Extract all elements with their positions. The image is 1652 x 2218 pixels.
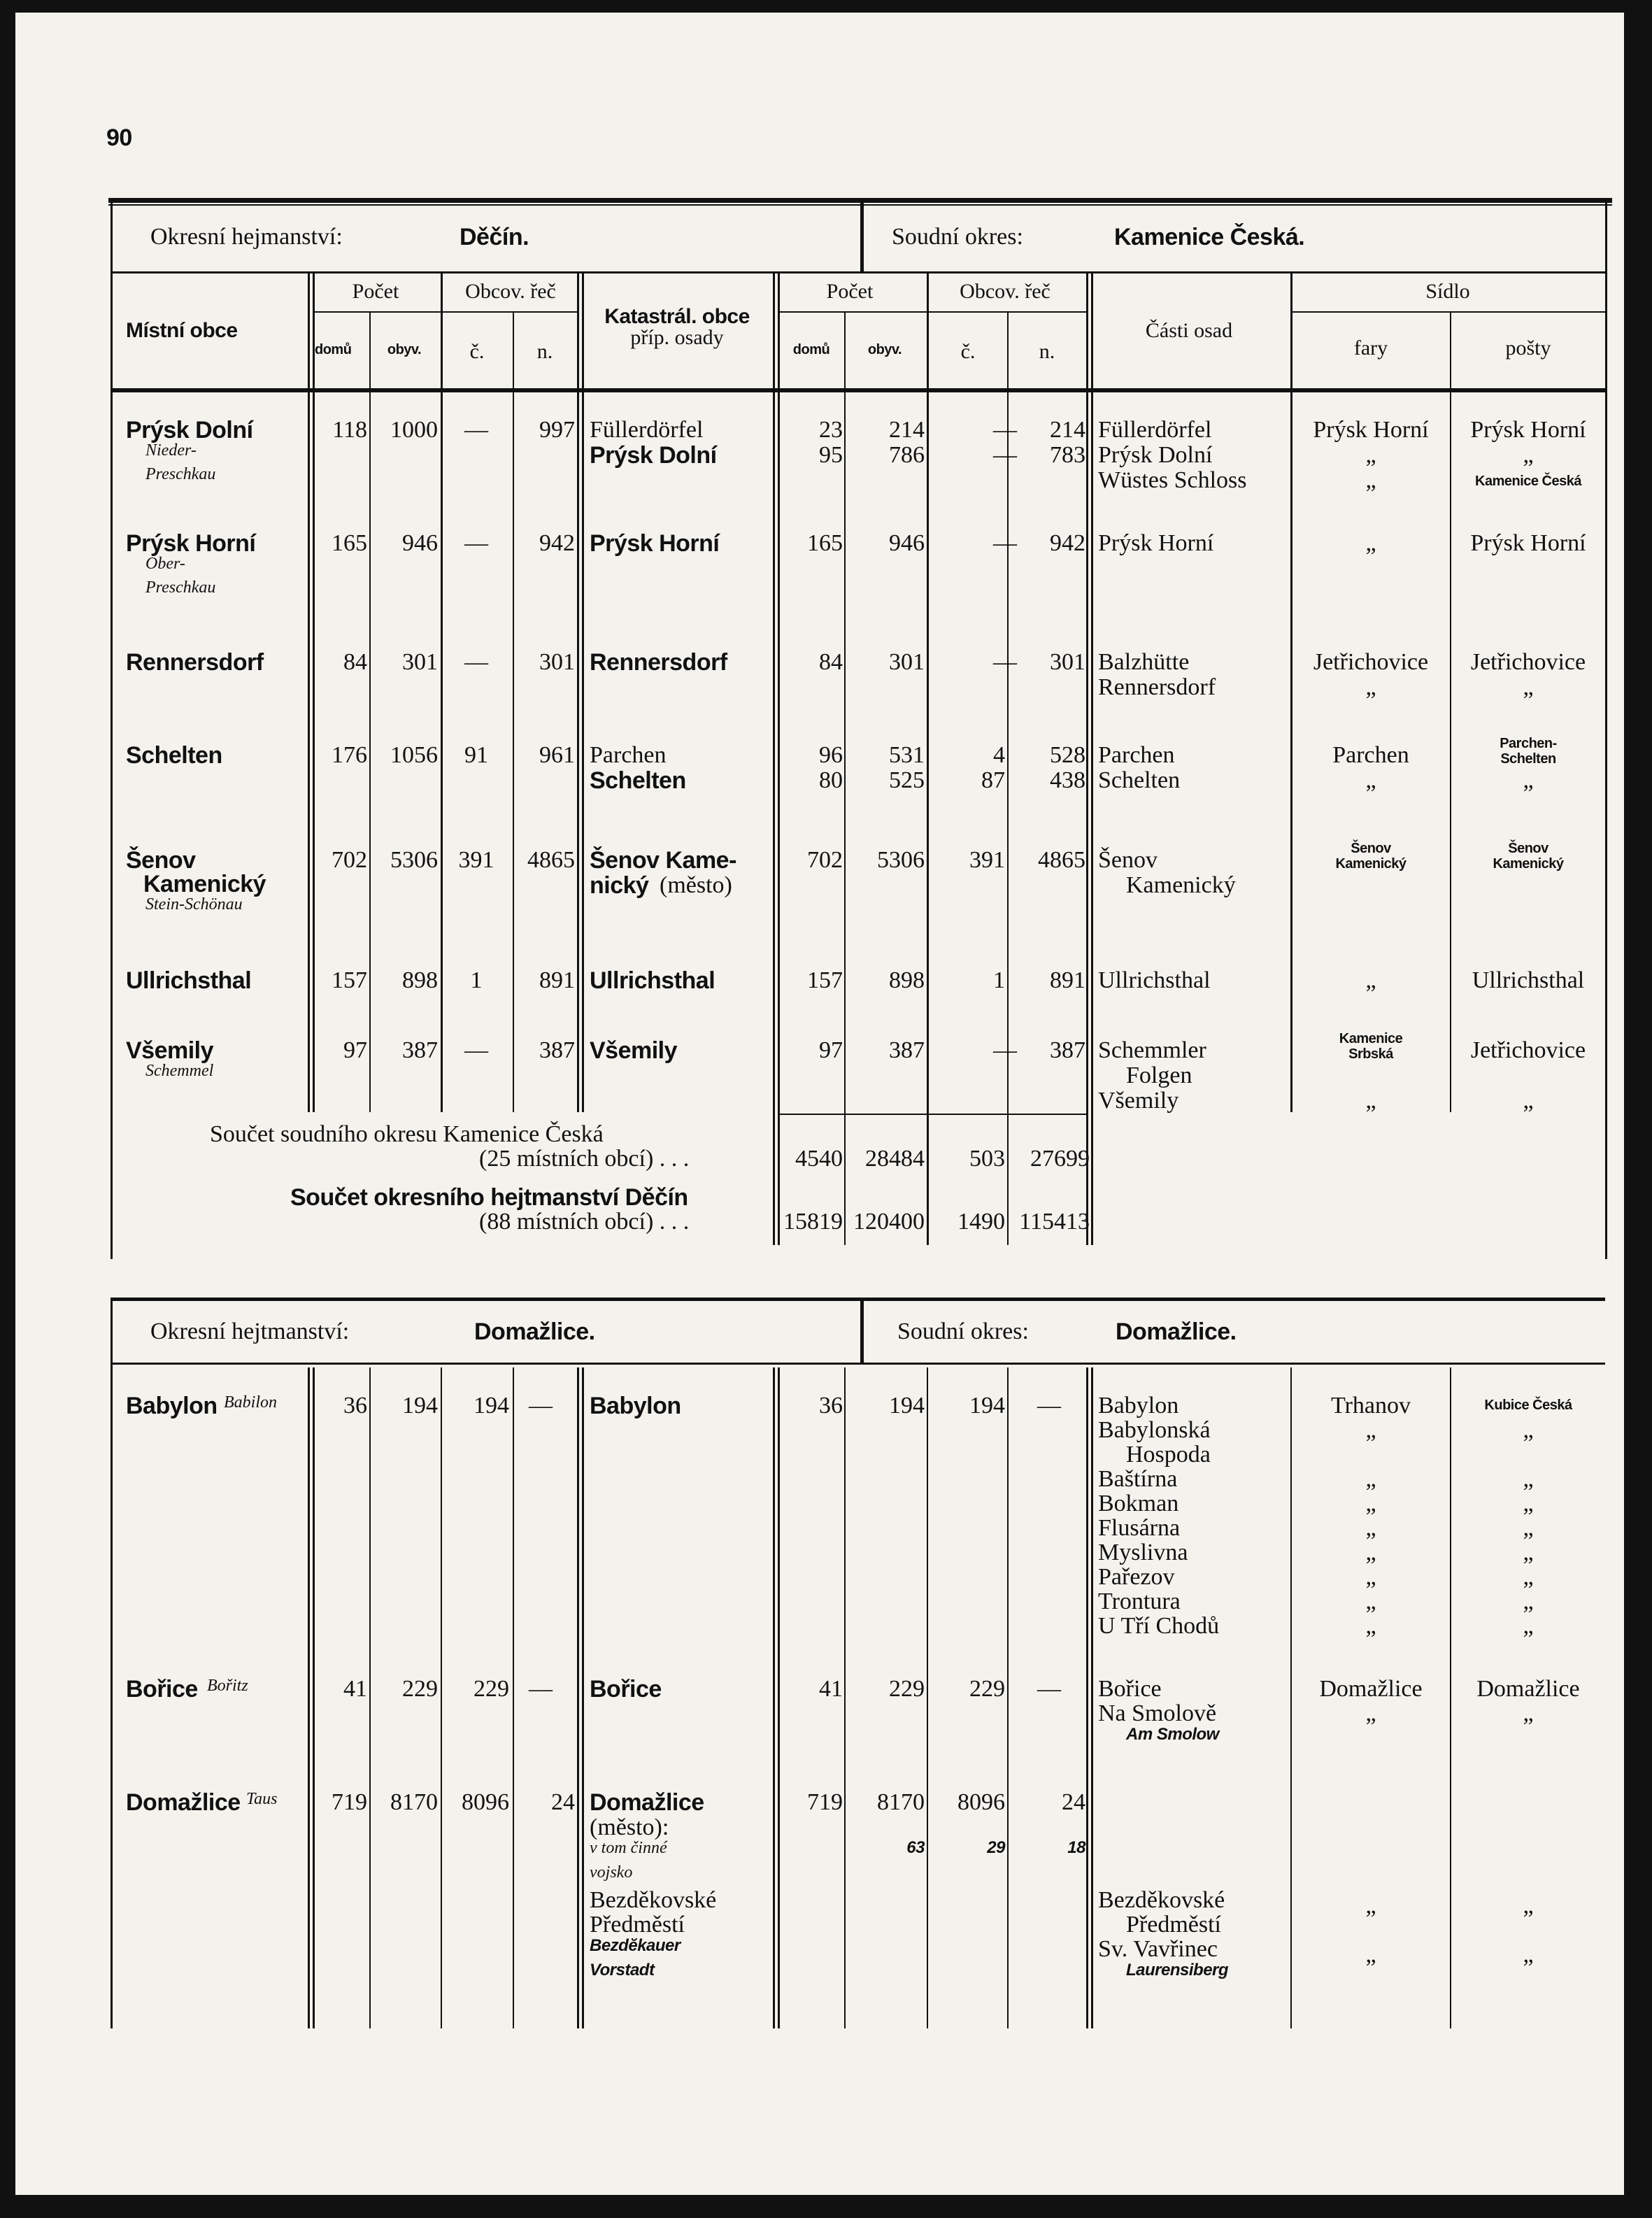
municipality-name: Babylon [126,1393,218,1419]
parish-seat: „ [1365,1515,1376,1541]
post-office: „ [1523,1491,1534,1516]
municipality-name: Prýsk Dolní [126,417,253,443]
rule-vertical [844,1367,846,2028]
cadastral-houses: 97 [819,1037,843,1063]
sum-czech: 503 [969,1146,1005,1172]
parish-seat: Srbská [1348,1046,1393,1062]
header-pocet: Počet [352,280,399,303]
sum-czech: 1490 [957,1209,1005,1235]
cadastral-houses: 41 [819,1676,843,1702]
population-count: 5306 [390,847,438,873]
rule-vertical [577,1367,579,2028]
settlement-part: Sv. Vavřinec [1098,1936,1218,1962]
cadastral-name: Füllerdörfel [590,417,704,443]
cadastral-houses: 157 [807,967,843,993]
page-sheet [15,13,1624,2195]
municipality-name: Ullrichsthal [126,967,252,994]
post-office: „ [1523,1466,1534,1492]
military-note: vojsko [590,1863,633,1882]
rule-horizontal [313,311,577,313]
rule-vertical [927,1367,928,2028]
houses-count: 84 [343,649,367,675]
post-office: Kubice Česká [1484,1398,1572,1413]
post-office: „ [1523,1564,1534,1590]
cadastral-houses: 702 [807,847,843,873]
municipality-german-name: Stein-Schönau [145,895,243,913]
czech-speakers: — [464,417,488,443]
post-office: Jetřichovice [1470,649,1586,675]
cadastral-name: Všemily [590,1037,678,1064]
district-value-2: Domažlice. [474,1318,595,1345]
cadastral-name: Babylon [590,1393,681,1419]
municipality-name: Prýsk Horní [126,530,256,557]
cadastral-name: Schelten [590,767,686,794]
header-pocet-2: Počet [826,280,874,303]
cadastral-german: 214 [1050,417,1085,443]
settlement-part: Schelten [1098,767,1181,793]
cadastral-houses: 96 [819,742,843,768]
cadastral-german: 891 [1050,967,1085,993]
czech-speakers: 229 [473,1676,509,1702]
parish-seat: „ [1365,1466,1376,1492]
cadastral-houses: 165 [807,530,843,556]
cadastral-name: Šenov Kame- [590,847,736,874]
settlement-part: Babylon [1098,1393,1179,1419]
german-speakers: 387 [539,1037,575,1063]
settlement-part: Bezděkovské [1098,1887,1225,1913]
cadastral-name: Domažlice [590,1789,704,1816]
rule-vertical [1091,1367,1093,2028]
population-count: 1000 [390,417,438,443]
header-c: č. [469,340,485,363]
settlement-part: Balzhütte [1098,649,1190,675]
post-office: „ [1523,1417,1534,1443]
houses-count: 118 [332,417,367,443]
cadastral-name: Ullrichsthal [590,967,715,994]
parish-seat: „ [1365,1893,1376,1919]
cadastral-german: 942 [1050,530,1085,556]
houses-count: 702 [332,847,367,873]
czech-speakers: 194 [473,1393,509,1419]
settlement-part: Bokman [1098,1491,1179,1516]
cadastral-german: 387 [1050,1037,1085,1063]
municipality-name: Rennersdorf [126,649,264,676]
header-katastr: Katastrál. obce [604,305,750,328]
cadastral-houses: 23 [819,417,843,443]
cadastral-german: 438 [1050,767,1085,793]
parish-seat: „ [1365,767,1376,793]
houses-count: 157 [332,967,367,993]
settlement-part: Hospoda [1126,1442,1211,1467]
population-count: 1056 [390,742,438,768]
cadastral-name: Bořice [590,1676,662,1702]
settlement-part: Ullrichsthal [1098,967,1211,993]
post-office: Ullrichsthal [1472,967,1585,993]
cadastral-houses: 80 [819,767,843,793]
municipality-german-name: Bořitz [207,1677,248,1695]
cadastral-houses: 84 [819,649,843,675]
settlement-part: Schemmler [1098,1037,1206,1063]
settlement-part: Na Smolově [1098,1700,1217,1726]
header-domu-2: domů [792,342,830,357]
cadastral-name: Rennersdorf [590,649,727,676]
houses-count: 97 [343,1037,367,1063]
cadastral-german: 783 [1050,442,1085,468]
rule-vertical [111,203,113,1259]
header-mistni-obce: Místní obce [126,319,238,342]
cadastral-german: 4865 [1038,847,1085,873]
cadastral-czech: 229 [969,1676,1005,1702]
post-office: „ [1523,1088,1534,1114]
header-obcov-rec: Obcov. řeč [465,280,556,303]
rule-vertical [1290,1367,1292,2028]
population-count: 387 [402,1037,438,1063]
military-czech: 29 [987,1838,1005,1857]
cadastral-population: 898 [889,967,925,993]
german-speakers: 24 [551,1789,575,1815]
post-office: Prýsk Horní [1470,417,1586,443]
settlement-part: Am Smolow [1126,1725,1219,1744]
municipality-german-name: Ober- [145,555,185,573]
settlement-part: Trontura [1098,1588,1181,1614]
municipality-german-name: Babilon [224,1393,277,1412]
german-speakers: 301 [539,649,575,675]
post-office: „ [1523,1893,1534,1919]
post-office: Kamenický [1493,856,1564,872]
rule-vertical [927,271,929,1245]
czech-speakers: 391 [458,847,494,873]
court-district-label: Soudní okres: [892,224,1023,250]
parish-seat: Jetřichovice [1313,649,1429,675]
post-office: „ [1523,1942,1534,1968]
rule-vertical [860,1298,864,1363]
parish-seat: „ [1365,1564,1376,1590]
settlement-part: Rennersdorf [1098,674,1216,700]
header-obyv-2: obyv. [867,342,902,357]
czech-speakers: — [464,649,488,675]
czech-speakers: — [464,1037,488,1063]
rule-vertical [369,1367,371,2028]
settlement-part: Flusárna [1098,1515,1181,1541]
post-office: Šenov [1508,841,1548,856]
header-fary: fary [1353,336,1388,360]
rule-vertical [1091,271,1093,1245]
rule-horizontal [778,1114,1086,1115]
settlement-part: U Tří Chodů [1098,1613,1220,1639]
header-obyv: obyv. [387,342,422,357]
municipality-german-name: Schemmel [145,1062,214,1080]
sum-population: 120400 [853,1209,925,1235]
post-office: Parchen- [1500,736,1557,751]
cadastral-houses: 719 [807,1789,843,1815]
rule-vertical [582,271,584,1112]
district-value: Děčín. [460,224,529,250]
cadastral-name: Parchen [590,742,667,768]
post-office: Jetřichovice [1470,1037,1586,1063]
cadastral-german: 301 [1050,649,1085,675]
settlement-part: Füllerdörfel [1098,417,1212,443]
cadastral-name: Prýsk Dolní [590,442,717,469]
post-office: Domažlice [1476,1676,1580,1702]
cadastral-name: (město) [660,872,732,898]
cadastral-population: 8170 [877,1789,925,1815]
rule-vertical [1290,271,1293,1112]
rule-horizontal [111,1363,1605,1365]
cadastral-houses: 95 [819,442,843,468]
header-sidlo: Sídlo [1425,280,1470,303]
parish-seat: Šenov [1351,841,1391,856]
municipality-german-name: Preschkau [145,465,216,483]
settlement-part-german: Laurensiberg [1126,1961,1229,1979]
rule-vertical [1086,1367,1088,2028]
cadastral-czech: — [993,417,1017,443]
cadastral-population: 525 [889,767,925,793]
rule-vertical [844,311,846,1245]
header-c-2: č. [960,340,976,363]
rule-vertical [773,1367,775,2028]
cadastral-czech: — [993,442,1017,468]
military-german: 18 [1067,1838,1085,1857]
sum-district-count: (88 místních obcí) . . . [479,1209,690,1235]
settlement-part: Všemily [1098,1088,1179,1114]
rule-vertical [513,1367,514,2028]
cadastral-population: 387 [889,1037,925,1063]
cadastral-population: 5306 [877,847,925,873]
post-office: „ [1523,1540,1534,1565]
cadastral-name: Prýsk Horní [590,530,720,557]
german-speakers: 942 [539,530,575,556]
rule-vertical [1605,203,1607,1259]
czech-speakers: 1 [470,967,483,993]
rule-vertical [1086,271,1088,1245]
cadastral-czech: — [993,649,1017,675]
cadastral-houses: 36 [819,1393,843,1419]
german-speakers: — [529,1393,553,1419]
parish-seat: „ [1365,967,1376,993]
settlement-part: Prýsk Horní [1098,530,1214,556]
settlement-part: Kamenický [1126,872,1236,898]
cadastral-german: — [1037,1676,1061,1702]
houses-count: 176 [332,742,367,768]
cadastral-czech: — [993,1037,1017,1063]
parish-seat: „ [1365,1540,1376,1565]
rule-horizontal [111,1298,1605,1301]
cadastral-population: 214 [889,417,925,443]
parish-seat: „ [1365,674,1376,700]
rule-vertical [778,1367,780,2028]
german-speakers: 891 [539,967,575,993]
header-posty: pošty [1505,336,1551,360]
german-speakers: — [529,1676,553,1702]
population-count: 8170 [390,1789,438,1815]
court-district-value-2: Domažlice. [1116,1318,1237,1345]
rule-horizontal [111,388,1605,392]
cadastral-suburb: Předměstí [590,1912,685,1938]
header-katastr-2: příp. osady [630,326,724,349]
houses-count: 719 [332,1789,367,1815]
cadastral-czech: 4 [993,742,1005,768]
german-speakers: 997 [539,417,575,443]
settlement-part: Folgen [1126,1062,1192,1088]
settlement-part: Pařezov [1098,1564,1175,1590]
rule-vertical [860,203,864,271]
population-count: 194 [402,1393,438,1419]
header-n: n. [536,340,553,363]
parish-seat: „ [1365,1088,1376,1114]
header-domu: domů [315,342,352,357]
population-count: 301 [402,649,438,675]
rule-vertical [308,1367,310,2028]
municipality-german-name: Nieder- [145,441,197,460]
czech-speakers: 91 [464,742,488,768]
cadastral-suburb-german: Bezdĕkauer [590,1936,681,1955]
court-district-label-2: Soudní okres: [897,1318,1029,1344]
parish-seat: Prýsk Horní [1313,417,1429,443]
parish-seat: „ [1365,1700,1376,1726]
houses-count: 36 [343,1393,367,1419]
population-count: 898 [402,967,438,993]
military-note: v tom činné [590,1839,667,1857]
municipality-name: Šenov [126,847,196,874]
post-office: „ [1523,442,1534,468]
cadastral-name: nický [590,872,649,899]
settlement-part: Prýsk Dolní [1098,442,1213,468]
parish-seat: Kamenice [1339,1031,1403,1046]
settlement-part: Parchen [1098,742,1175,768]
post-office: „ [1523,1613,1534,1639]
rule-horizontal [108,198,1612,203]
post-office: „ [1523,767,1534,793]
houses-count: 41 [343,1676,367,1702]
settlement-part: Myslivna [1098,1540,1188,1565]
rule-vertical [308,271,310,1112]
sum-population: 28484 [865,1146,925,1172]
rule-vertical [778,271,780,1245]
german-speakers: 961 [539,742,575,768]
parish-seat: Trhanov [1331,1393,1411,1419]
post-office: „ [1523,1588,1534,1614]
rule-horizontal [778,311,1086,313]
cadastral-czech: 194 [969,1393,1005,1419]
cadastral-population: 946 [889,530,925,556]
population-count: 946 [402,530,438,556]
rule-horizontal [1290,311,1605,313]
municipality-name: Domažlice [126,1789,241,1816]
cadastral-suburb: Bezděkovské [590,1887,717,1913]
parish-seat: „ [1365,1491,1376,1516]
cadastral-german: — [1037,1393,1061,1419]
cadastral-population: 531 [889,742,925,768]
post-office: Prýsk Horní [1470,530,1586,556]
municipality-german-name: Preschkau [145,578,216,597]
parish-seat: „ [1365,467,1376,493]
cadastral-czech: 1 [993,967,1005,993]
sum-court-district-label: Součet soudního okresu Kamenice Česká [210,1121,604,1147]
german-speakers: 4865 [527,847,575,873]
cadastral-population: 301 [889,649,925,675]
sum-german: 115413 [1019,1209,1090,1235]
municipality-name: Bořice [126,1676,198,1702]
rule-vertical [577,271,579,1112]
sum-houses: 15819 [783,1209,843,1235]
rule-vertical [441,1367,442,2028]
settlement-part: Baštírna [1098,1466,1178,1492]
cadastral-population: 194 [889,1393,925,1419]
parish-seat: „ [1365,442,1376,468]
rule-vertical [369,311,371,1112]
sum-court-district-count: (25 místních obcí) . . . [479,1146,690,1172]
post-office: Kamenice Česká [1475,474,1581,489]
parish-seat: „ [1365,1417,1376,1443]
sum-german: 27699 [1030,1146,1090,1172]
cadastral-german: 528 [1050,742,1085,768]
post-office: „ [1523,1700,1534,1726]
cadastral-population: 229 [889,1676,925,1702]
rule-vertical [111,1298,113,2028]
houses-count: 165 [332,530,367,556]
military-population: 63 [906,1838,925,1857]
header-n-2: n. [1039,340,1055,363]
rule-horizontal [111,271,1605,273]
post-office: „ [1523,1515,1534,1541]
parish-seat: „ [1365,1942,1376,1968]
post-office: Schelten [1500,751,1556,767]
settlement-part: Předměstí [1126,1912,1221,1938]
rule-vertical [773,271,775,1245]
settlement-part: Wüstes Schloss [1098,467,1247,493]
population-count: 229 [402,1676,438,1702]
cadastral-czech: 8096 [957,1789,1005,1815]
sum-district-label: Součet okresního hejtmanství Děčín [290,1184,688,1211]
rule-vertical [582,1367,584,2028]
cadastral-czech: — [993,530,1017,556]
parish-seat: „ [1365,1613,1376,1639]
settlement-part: Bořice [1098,1676,1162,1702]
rule-vertical [1007,1367,1009,2028]
settlement-part: Šenov [1098,847,1158,873]
cadastral-suburb-german: Vorstadt [590,1961,655,1979]
czech-speakers: 8096 [462,1789,509,1815]
district-label: Okresní hejmanství: [150,224,343,250]
cadastral-german: 24 [1062,1789,1085,1815]
cadastral-czech: 87 [981,767,1005,793]
header-obcov-rec-2: Obcov. řeč [960,280,1051,303]
parish-seat: Domažlice [1319,1676,1423,1702]
municipality-name: Všemily [126,1037,214,1064]
cadastral-note: (město): [590,1814,669,1840]
header-casti-osad: Části osad [1145,319,1233,342]
parish-seat: Kamenický [1335,856,1407,872]
sum-houses: 4540 [795,1146,843,1172]
settlement-part: Babylonská [1098,1417,1211,1443]
court-district-value: Kamenice Česká. [1114,224,1305,250]
post-office: „ [1523,674,1534,700]
parish-seat: „ [1365,530,1376,556]
municipality-name: Kamenický [143,871,266,897]
district-label-2: Okresní hejtmanství: [150,1318,350,1344]
municipality-name: Schelten [126,742,222,769]
parish-seat: „ [1365,1588,1376,1614]
page-number: 90 [106,125,132,151]
municipality-german-name: Taus [246,1790,278,1808]
czech-speakers: — [464,530,488,556]
rule-vertical [441,271,443,1112]
parish-seat: Parchen [1332,742,1409,768]
cadastral-population: 786 [889,442,925,468]
cadastral-czech: 391 [969,847,1005,873]
